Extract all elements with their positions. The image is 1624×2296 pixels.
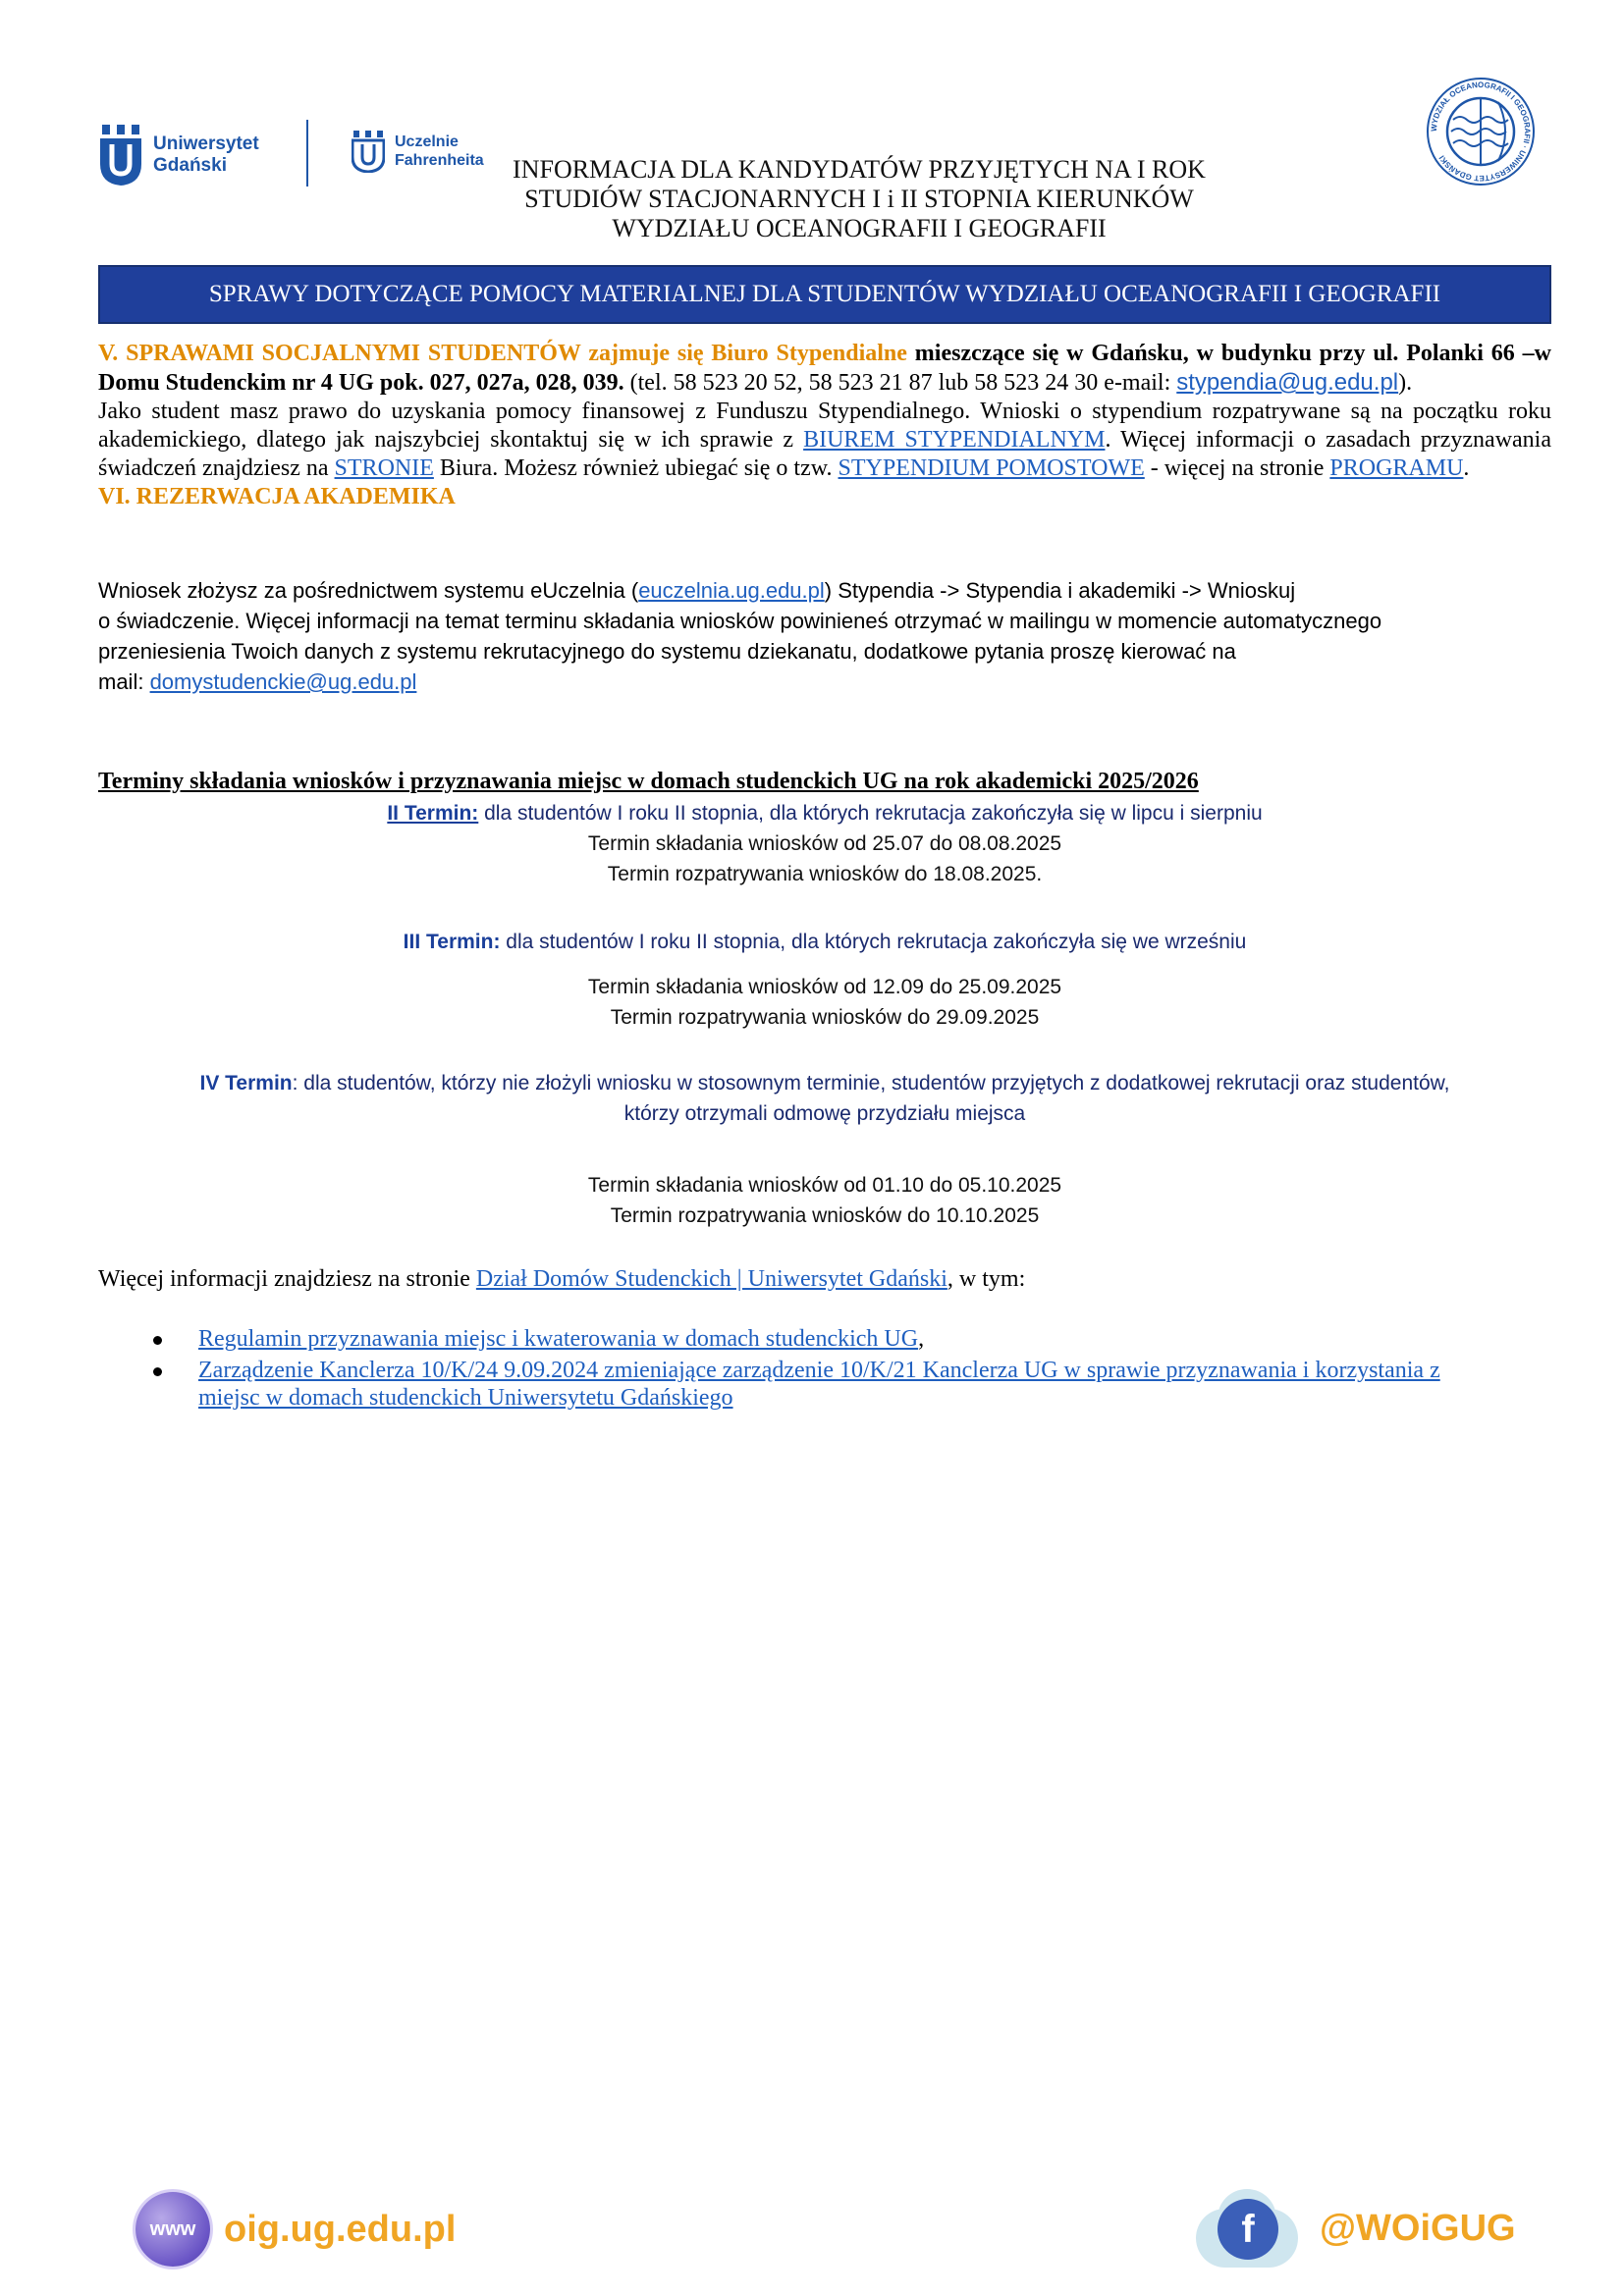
term-4-desc: : dla studentów, którzy nie złożyli wniosku w stosownym terminie, studentów przyjętych z dodatkowej rekrutacji oraz studentów,	[292, 1072, 1450, 1095]
footer-handle[interactable]: @WOiGUG	[1320, 2207, 1516, 2249]
domystudenckie-email-link[interactable]: domystudenckie@ug.edu.pl	[149, 669, 417, 694]
term-3	[98, 927, 1551, 957]
term-2-review: Termin rozpatrywania wniosków do 18.08.2025.	[607, 863, 1043, 885]
section6-p4-a: mail:	[98, 669, 150, 694]
ug-logo-line2: Gdański	[153, 154, 227, 176]
term-4-dates	[98, 1170, 1551, 1231]
term-4-review: Termin rozpatrywania wniosków do 10.10.2025	[610, 1204, 1040, 1227]
seal-text: WYDZIAŁ OCEANOGRAFII I GEOGRAFII · UNIWERSYTET GDAŃSKI	[1429, 80, 1533, 184]
section5-p2-a: Jako student masz prawo do uzyskania pomocy finansowej z Funduszu Stypendialnego. Wnioski o stypendium rozpatrywane są na początku roku akademickiego, dlatego jak najszybciej skontaktuj się w ich sprawie z	[98, 399, 1551, 453]
section5-p2-b: . Więcej informacji o zasadach przyznawania świadczeń znajdziesz na	[98, 427, 1551, 481]
section6-p2: o świadczenie. Więcej informacji na temat terminu składania wniosków powinieneś otrzymać w mailingu w momencie automatycznego	[98, 609, 1382, 633]
biuro-stypendialne-link[interactable]: BIUREM STYPENDIALNYM	[803, 427, 1106, 453]
title-line2: STUDIÓW STACJONARNYCH I i II STOPNIA KIERUNKÓW	[524, 185, 1194, 213]
bullet-icon	[153, 1367, 162, 1376]
footer-website[interactable]	[135, 2192, 456, 2267]
title-line1: INFORMACJA DLA KANDYDATÓW PRZYJĘTYCH NA I ROK	[513, 155, 1206, 184]
term-2	[98, 798, 1551, 828]
document-title	[452, 155, 1267, 243]
term-3-desc: dla studentów I roku II stopnia, dla których rekrutacja zakończyła się we wrześniu	[500, 931, 1247, 953]
more-info	[98, 1266, 1551, 1293]
section5-tel: (tel. 58 523 20 52, 58 523 21 87 lub 58 523 24 30 e-mail:	[623, 370, 1177, 396]
woig-seal-icon	[1426, 77, 1536, 187]
programu-link[interactable]: PROGRAMU	[1329, 455, 1464, 481]
euczelnia-link[interactable]: euczelnia.ug.edu.pl	[638, 578, 825, 603]
fahrenheit-logo-line1: Uczelnie	[395, 133, 459, 150]
section5-address: mieszczące się w Gdańsku, w budynku przy ul. Polanki 66 –w Domu Studenckim nr 4 UG pok. 027, 027a, 028, 039.	[98, 341, 1551, 396]
footer-url[interactable]: oig.ug.edu.pl	[224, 2208, 457, 2250]
footer-facebook[interactable]	[1188, 2179, 1516, 2277]
term-4-label: IV Termin	[199, 1072, 293, 1095]
cloud-icon	[1188, 2179, 1306, 2277]
term-4	[98, 1068, 1551, 1129]
more-prefix: Więcej informacji znajdziesz na stronie	[98, 1266, 476, 1292]
list-item	[147, 1357, 1502, 1412]
section-social-affairs	[98, 340, 1551, 511]
term-4-submit: Termin składania wniosków od 01.10 do 05.10.2025	[587, 1174, 1062, 1197]
zarzadzenie-link[interactable]: Zarządzenie Kanclerza 10/K/24 9.09.2024 zmieniające zarządzenie 10/K/21 Kanclerza UG w sprawie przyznawania i korzystania z miejsc w domach studenckich Uniwersytetu Gdańskiego	[198, 1358, 1440, 1411]
term-4-desc2: którzy otrzymali odmowę przydziału miejsca	[623, 1102, 1026, 1125]
fahrenheit-crest-icon	[352, 130, 385, 173]
term-2-submit: Termin składania wniosków od 25.07 do 08.08.2025	[587, 832, 1062, 855]
section6-p1-b: ) Stypendia -> Stypendia i akademiki -> Wnioskuj	[824, 578, 1296, 603]
ug-logo-line1: Uniwersytet	[153, 133, 259, 154]
term-2-dates	[98, 828, 1551, 889]
fahrenheit-logo-line2: Fahrenheita	[395, 152, 484, 169]
list-item	[147, 1325, 1502, 1353]
section5-p2-e: .	[1463, 455, 1470, 481]
term-2-desc: dla studentów I roku II stopnia, dla których rekrutacja zakończyła się w lipcu i sierpniu	[478, 802, 1263, 825]
section-banner: SPRAWY DOTYCZĄCE POMOCY MATERIALNEJ DLA STUDENTÓW WYDZIAŁU OCEANOGRAFII I GEOGRAFII	[98, 265, 1551, 324]
term-3-submit: Termin składania wniosków od 12.09 do 25.09.2025	[587, 976, 1062, 998]
facebook-icon: f	[1218, 2199, 1278, 2260]
ug-crest-icon	[98, 123, 143, 187]
section5-p2-c: Biura. Możesz również ubiegać się o tzw.	[433, 455, 839, 481]
term-2-label: II Termin:	[387, 802, 479, 825]
bullet-icon	[153, 1336, 162, 1345]
dzial-domow-link[interactable]: Dział Domów Studenckich | Uniwersytet Gdański	[475, 1266, 947, 1292]
stypendium-pomostowe-link[interactable]: STYPENDIUM POMOSTOWE	[838, 455, 1145, 481]
term-3-dates	[98, 972, 1551, 1033]
regulations-list	[147, 1325, 1502, 1415]
more-suffix: , w tym:	[947, 1266, 1026, 1292]
regulamin-link[interactable]: Regulamin przyznawania miejsc i kwaterowania w domach studenckich UG	[198, 1326, 919, 1352]
stronie-link[interactable]: STRONIE	[334, 455, 434, 481]
section-dorm-reservation	[98, 575, 1551, 697]
logo-divider	[306, 120, 308, 187]
section6-p3: przeniesienia Twoich danych z systemu rekrutacyjnego do systemu dziekanatu, dodatkowe pytania proszę kierować na	[98, 639, 1236, 664]
terms-title: Terminy składania wniosków i przyznawania miejsc w domach studenckich UG na rok akademicki 2025/2026	[98, 769, 1199, 794]
section5-p2-d: - więcej na stronie	[1144, 455, 1330, 481]
title-line3: WYDZIAŁU OCEANOGRAFII I GEOGRAFII	[612, 214, 1107, 242]
section6-p1-a: Wniosek złożysz za pośrednictwem systemu eUczelnia (	[98, 578, 639, 603]
term-3-label: III Termin:	[403, 931, 501, 953]
stypendia-email-link[interactable]: stypendia@ug.edu.pl	[1176, 369, 1399, 396]
section5-tel-close: ).	[1398, 370, 1413, 396]
section5-heading: V. SPRAWAMI SOCJALNYMI STUDENTÓW zajmuje się Biuro Stypendialne	[98, 341, 907, 366]
ug-logo	[98, 118, 275, 191]
bullet1-suffix: ,	[918, 1326, 925, 1352]
globe-icon: www	[135, 2192, 210, 2267]
term-3-review: Termin rozpatrywania wniosków do 29.09.2025	[610, 1006, 1040, 1029]
section6-heading: VI. REZERWACJA AKADEMIKA	[98, 484, 456, 509]
